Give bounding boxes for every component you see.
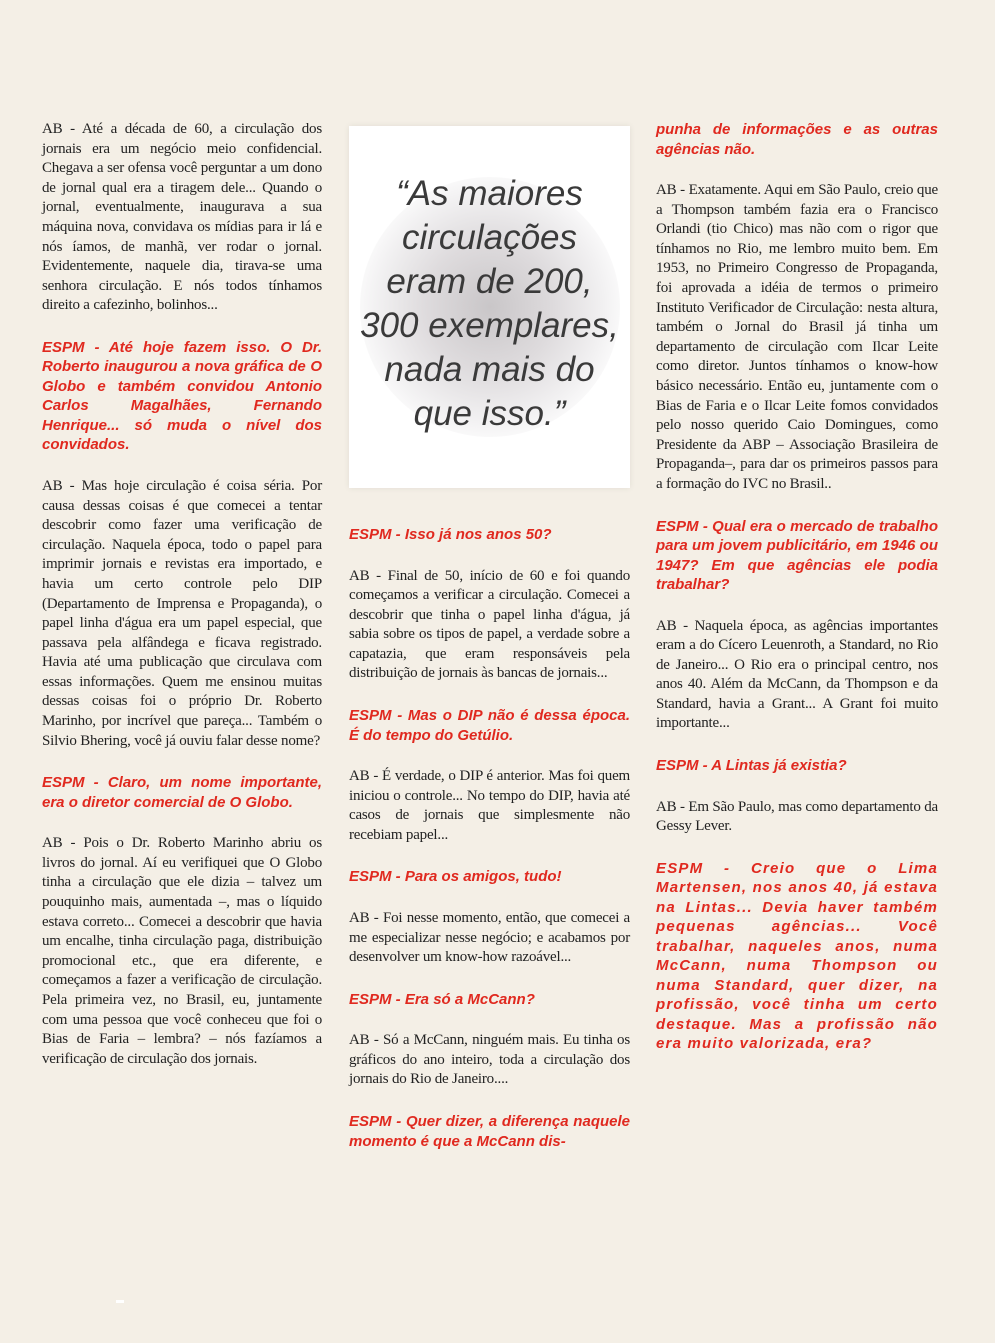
- answer-paragraph: AB - Mas hoje circulação é coisa séria. Por causa dessas coisas é que comecei a tentar descobrir como fazer uma verificação de circulação. Naquela época, todo o papel para imprimir jornais e revistas era importado, e havia um certo controle pelo DIP (Departamento de Imprensa e Propaganda), o papel linha d'água era um papel especial, que passava pela alfândega e ficava registrado. Havia até uma publicação que circulava com essas informações. Quem me ensinou muitas dessas coisas foi o próprio Dr. Roberto Marinho, por incrível que pareça... Também o Silvio Bhering, você já ouviu falar desse nome?: [42, 477, 322, 749]
- question-paragraph: ESPM - A Lintas já existia?: [656, 757, 847, 775]
- pull-quote-line: eram de 200,: [386, 262, 593, 301]
- pull-quote: [349, 172, 630, 436]
- pull-quote-line: “As maiores: [396, 174, 583, 213]
- question-paragraph: punha de informações e as outras agências não.: [656, 121, 938, 158]
- answer-paragraph: AB - Até a década de 60, a circulação dos jornais era um negócio meio confidencial. Chegava a ser ofensa você perguntar a um dono de jornal qual era a tiragem dele... Quando o jornal, eventualmente, inaugurava a sua máquina nova, convidava os mídias para ir lá e nós íamos, de manhã, ver rodar o jornal. Evidentemente, naquele dia, tirava-se uma senhora circulação. E nós todos tínhamos direito a cafezinho, bolinhos...: [42, 121, 322, 314]
- pull-quote-line: 300 exemplares,: [360, 306, 619, 345]
- pull-quote-line: que isso.”: [413, 394, 566, 433]
- pull-quote-line: nada mais do: [384, 350, 595, 389]
- pull-quote-box: [349, 126, 630, 488]
- answer-paragraph: AB - Naquela época, as agências importantes eram a do Cícero Leuenroth, a Standard, no Rio de Janeiro... O Rio era o principal centro, nos anos 40. Além da McCann, da Thompson e da Standard, havia a Grant... A Grant foi muito importante...: [656, 617, 938, 732]
- question-paragraph: ESPM - Quer dizer, a diferença naquele momento é que a McCann dis-: [349, 1113, 630, 1150]
- question-paragraph: ESPM - Era só a McCann?: [349, 990, 535, 1008]
- pull-quote-line: circulações: [401, 218, 578, 257]
- answer-paragraph: AB - É verdade, o DIP é anterior. Mas foi quem iniciou o controle... No tempo do DIP, havia até casos de jornais que simplesmente não recebiam papel...: [349, 768, 630, 843]
- question-paragraph: ESPM - Qual era o mercado de trabalho para um jovem publicitário, em 1946 ou 1947? Em que agências ele podia trabalhar?: [656, 517, 938, 593]
- column-right: [656, 120, 938, 1076]
- question-paragraph: ESPM - Isso já nos anos 50?: [349, 526, 552, 543]
- question-paragraph: ESPM - Para os amigos, tudo!: [349, 868, 562, 886]
- column-middle: [349, 525, 630, 1173]
- answer-paragraph: AB - Só a McCann, ninguém mais. Eu tinha os gráficos do ano inteiro, toda a circulação dos jornais do Rio de Janeiro....: [349, 1032, 630, 1088]
- answer-paragraph: AB - Exatamente. Aqui em São Paulo, creio que a Thompson também fazia era o Francisco Orlandi (tio Chico) mas não com o rigor que tínhamos no Rio, me lembro muito bem. Em 1953, no Primeiro Congresso de Propaganda, foi aprovada a idéia de termos o primeiro Instituto Verificador de Circulação: nesta altura, também o Jornal do Brasil já tinha um departamento de circulação com Ilcar Leite como diretor. Juntos tínhamos o know-how básico necessário. Então eu, juntamente com o Bias de Faria e o Ilcar Leite fomos convidados pelo nosso querido Caio Domingues, como Presidente da ABP – Associação Brasileira de Propaganda–, para dar os primeiros passos para a formação do IVC no Brasil..: [656, 182, 938, 492]
- answer-paragraph: AB - Pois o Dr. Roberto Marinho abriu os livros do jornal. Aí eu verifiquei que O Globo tinha a circulação que ele dizia – talvez um pouquinho mais, aumentada –, mas o líquido estava correto... Comecei a descobrir que havia um encalhe, tinha circulação paga, distribuição promocional etc., que era diferente, e começamos a fazer a verificação de circulação. Pela primeira vez, no Brasil, eu, juntamente com uma pessoa que você conheceu que foi o Bias de Faria – lembra? – nós fazíamos a verificação de circulação dos jornais.: [42, 835, 322, 1067]
- answer-paragraph: AB - Final de 50, início de 60 e foi quando começamos a verificar a circulação. Comecei a descobrir que tinha o papel linha d'água, já sabia sobre os tipos de papel, a verdade sobre a capatazia, que eram responsáveis pela distribuição de jornais às bancas de jornais...: [349, 567, 630, 682]
- column-left: [42, 120, 322, 1091]
- page-mark: [116, 1300, 124, 1303]
- answer-paragraph: AB - Foi nesse momento, então, que comecei a me especializar nesse negócio; e acabamos por desenvolver um know-how razoável...: [349, 909, 630, 966]
- question-paragraph: ESPM - Até hoje fazem isso. O Dr. Roberto inaugurou a nova gráfica de O Globo e também convidou Antonio Carlos Magalhães, Fernando Henrique... só muda o nível dos convidados.: [42, 338, 322, 454]
- question-paragraph: ESPM - Claro, um nome importante, era o diretor comercial de O Globo.: [42, 774, 322, 811]
- question-paragraph: ESPM - Mas o DIP não é dessa época. É do tempo do Getúlio.: [349, 707, 630, 744]
- question-paragraph: ESPM - Creio que o Lima Martensen, nos anos 40, já estava na Lintas... Devia haver também pequenas agências... Você trabalhar, naqueles anos, numa McCann, numa Thompson ou numa Standard, quer dizer, na profissão, você tinha um certo destaque. Mas a profissão não era muito valorizada, era?: [656, 859, 938, 1053]
- answer-paragraph: AB - Em São Paulo, mas como departamento da Gessy Lever.: [656, 798, 938, 835]
